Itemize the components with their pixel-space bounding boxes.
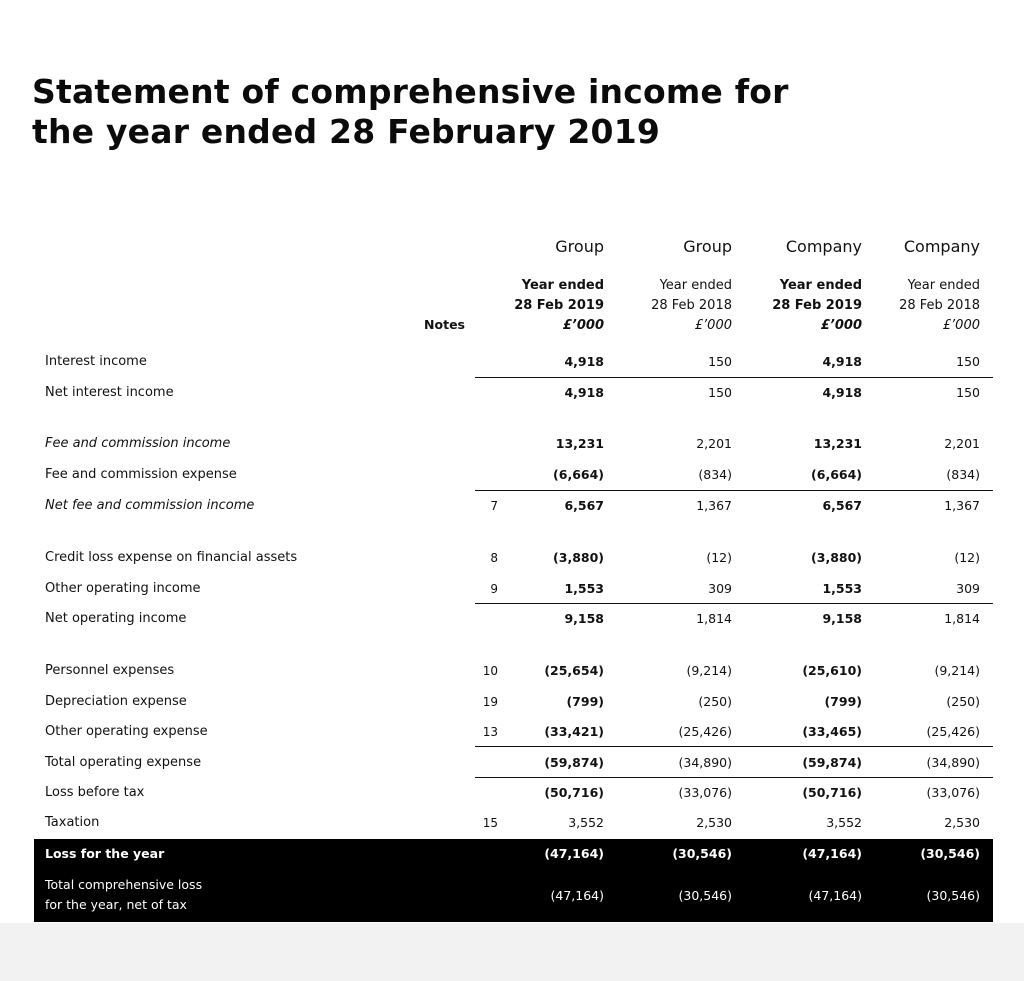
row-label: Credit loss expense on financial assets xyxy=(45,550,298,565)
cell-value: 9,158 xyxy=(822,611,862,626)
table-row xyxy=(34,717,994,747)
cell-value: (834) xyxy=(698,467,732,482)
row-note: 13 xyxy=(482,725,498,739)
cell-value: (34,890) xyxy=(926,755,980,770)
cell-value: 6,567 xyxy=(564,498,604,513)
cell-value: (50,716) xyxy=(802,785,862,800)
cell-value: 6,567 xyxy=(822,498,862,513)
cell-value: (33,421) xyxy=(544,724,604,739)
row-label: Depreciation expense xyxy=(45,694,187,709)
cell-value: (12) xyxy=(954,550,980,565)
row-label: Personnel expenses xyxy=(45,663,175,678)
cell-value: (34,890) xyxy=(678,755,732,770)
cell-value: 4,918 xyxy=(564,354,604,369)
col-subheader-line: £’000 xyxy=(694,318,732,333)
col-subheader-company-2019 xyxy=(752,276,862,336)
col-subheader-line: Year ended xyxy=(521,278,604,293)
row-label-line: for the year, net of tax xyxy=(45,897,187,912)
cell-value: (30,546) xyxy=(678,888,732,903)
cell-value: (25,426) xyxy=(926,724,980,739)
table-row xyxy=(34,378,994,408)
cell-value: (6,664) xyxy=(553,467,604,482)
cell-value: 4,918 xyxy=(564,385,604,400)
col-header-company-2019: Company xyxy=(785,237,862,256)
table-row xyxy=(34,429,994,459)
cell-value: 13,231 xyxy=(555,436,604,451)
cell-value: (47,164) xyxy=(802,846,862,861)
col-subheader-line: Year ended xyxy=(907,278,980,293)
cell-value: (33,076) xyxy=(678,785,732,800)
row-label: Net fee and commission income xyxy=(45,498,255,513)
cell-value: 1,814 xyxy=(696,611,732,626)
row-note: 19 xyxy=(482,695,498,709)
total-row-comprehensive-loss xyxy=(34,870,993,922)
row-label: Interest income xyxy=(45,354,147,369)
col-subheader-group-2019 xyxy=(494,276,604,336)
cell-value: (33,076) xyxy=(926,785,980,800)
col-subheader-line: Year ended xyxy=(779,278,862,293)
cell-value: (25,654) xyxy=(544,663,604,678)
cell-value: 4,918 xyxy=(822,354,862,369)
cell-value: (50,716) xyxy=(544,785,604,800)
cell-value: (59,874) xyxy=(802,755,862,770)
cell-value: 13,231 xyxy=(813,436,862,451)
row-label-line: Total comprehensive loss xyxy=(45,877,203,892)
cell-value: (25,426) xyxy=(678,724,732,739)
table-row xyxy=(34,778,994,808)
cell-value: (9,214) xyxy=(686,663,732,678)
row-note: 9 xyxy=(490,582,498,596)
row-label: Other operating expense xyxy=(45,724,208,739)
cell-value: 1,367 xyxy=(944,498,980,513)
cell-value: (59,874) xyxy=(544,755,604,770)
title-line-1: Statement of comprehensive income for xyxy=(32,72,789,111)
cell-value: (47,164) xyxy=(544,846,604,861)
row-label: Total operating expense xyxy=(45,755,202,770)
row-label: Loss for the year xyxy=(45,846,165,861)
cell-value: 1,814 xyxy=(944,611,980,626)
row-note: 10 xyxy=(482,664,498,678)
divider xyxy=(475,746,993,747)
cell-value: 150 xyxy=(708,385,732,400)
cell-value: 2,201 xyxy=(696,436,732,451)
col-subheader-line: 28 Feb 2019 xyxy=(772,298,862,313)
cell-value: (30,546) xyxy=(926,888,980,903)
cell-value: (47,164) xyxy=(550,888,604,903)
cell-value: (47,164) xyxy=(808,888,862,903)
cell-value: 9,158 xyxy=(564,611,604,626)
row-label: Net interest income xyxy=(45,385,174,400)
table-row xyxy=(34,604,994,634)
cell-value: (12) xyxy=(706,550,732,565)
cell-value: 2,201 xyxy=(944,436,980,451)
cell-value: 3,552 xyxy=(568,815,604,830)
cell-value: (33,465) xyxy=(802,724,862,739)
col-header-company-2018: Company xyxy=(903,237,980,256)
cell-value: 150 xyxy=(956,385,980,400)
page-title xyxy=(32,72,792,152)
total-row-loss-for-year xyxy=(34,839,993,870)
col-header-group-2018: Group xyxy=(683,237,732,256)
col-subheader-line: Year ended xyxy=(659,278,732,293)
table-row xyxy=(34,491,994,521)
cell-value: 1,367 xyxy=(696,498,732,513)
title-line-2: the year ended 28 February 2019 xyxy=(32,112,661,151)
cell-value: 150 xyxy=(956,354,980,369)
table-row xyxy=(34,687,994,717)
row-label: Loss before tax xyxy=(45,785,145,800)
table-row xyxy=(34,574,994,604)
table-row xyxy=(34,543,994,573)
cell-value: (250) xyxy=(946,694,980,709)
col-subheader-line: £’000 xyxy=(820,318,862,333)
cell-value: 309 xyxy=(708,581,732,596)
col-subheader-line: 28 Feb 2019 xyxy=(514,298,604,313)
row-label: Fee and commission expense xyxy=(45,467,237,482)
col-subheader-line: £’000 xyxy=(942,318,980,333)
cell-value: 2,530 xyxy=(944,815,980,830)
row-note: 8 xyxy=(490,551,498,565)
col-subheader-line: 28 Feb 2018 xyxy=(651,298,732,313)
row-note: 7 xyxy=(490,499,498,513)
row-label: Net operating income xyxy=(45,611,187,626)
cell-value: 1,553 xyxy=(564,581,604,596)
col-subheader-group-2018 xyxy=(622,276,732,336)
row-label: Taxation xyxy=(45,815,100,830)
cell-value: 309 xyxy=(956,581,980,596)
table-row xyxy=(34,460,994,490)
table-row xyxy=(34,808,994,838)
cell-value: (250) xyxy=(698,694,732,709)
row-label: Other operating income xyxy=(45,581,201,596)
col-subheader-company-2018 xyxy=(870,276,980,336)
cell-value: (6,664) xyxy=(811,467,862,482)
cell-value: (3,880) xyxy=(811,550,862,565)
cell-value: (25,610) xyxy=(802,663,862,678)
col-subheader-line: £’000 xyxy=(562,318,604,333)
cell-value: 2,530 xyxy=(696,815,732,830)
cell-value: (3,880) xyxy=(553,550,604,565)
cell-value: (799) xyxy=(566,694,604,709)
page-footer-strip xyxy=(0,923,1024,981)
table-row xyxy=(34,347,994,377)
cell-value: 3,552 xyxy=(826,815,862,830)
table-row xyxy=(34,656,994,686)
col-subheader-line: 28 Feb 2018 xyxy=(899,298,980,313)
cell-value: 4,918 xyxy=(822,385,862,400)
cell-value: (30,546) xyxy=(920,846,980,861)
cell-value: (30,546) xyxy=(672,846,732,861)
cell-value: 150 xyxy=(708,354,732,369)
cell-value: (9,214) xyxy=(934,663,980,678)
row-note: 15 xyxy=(482,816,498,830)
cell-value: (834) xyxy=(946,467,980,482)
table-row xyxy=(34,748,994,778)
col-header-group-2019: Group xyxy=(555,237,604,256)
notes-header: Notes xyxy=(424,317,465,332)
cell-value: 1,553 xyxy=(822,581,862,596)
cell-value: (799) xyxy=(824,694,862,709)
row-label xyxy=(45,875,202,915)
row-label: Fee and commission income xyxy=(45,436,231,451)
